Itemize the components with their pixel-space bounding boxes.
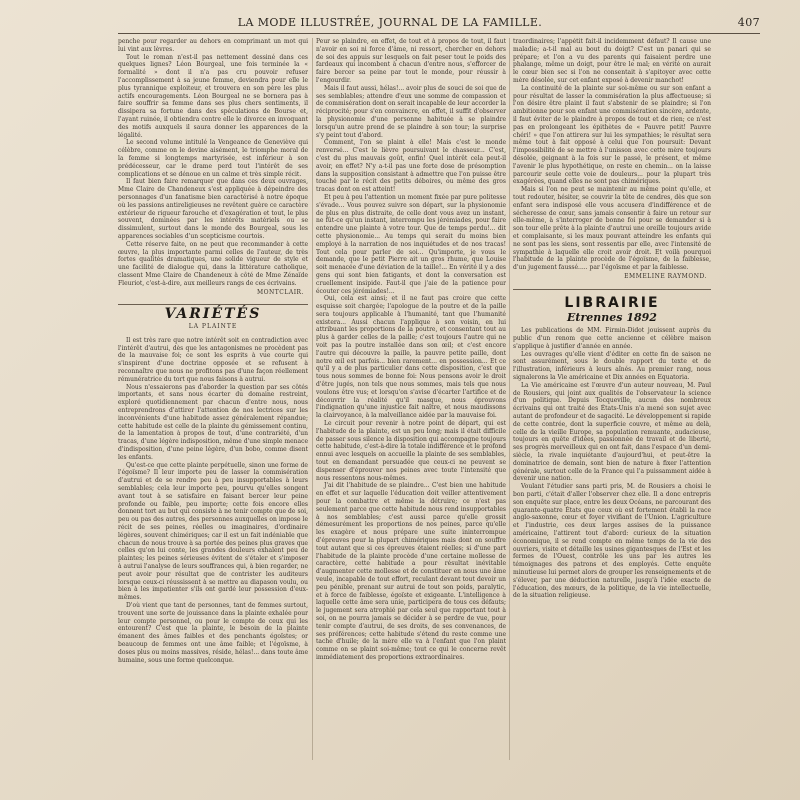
- column-2: [316, 38, 506, 760]
- paragraph: traordinaires; l'appétit fait-il incidemment défaut? Il cause une maladie; a-t-il mal au bout du doigt? C'est un panari qui se prépare; et l'on a vu des parents qui faisaient perdre une phalange, même un doigt, pour être le mal; en vérité on aurait le cœur bien sec si l'on ne consentait à s'apitoyer avec cette mère désolée, sur cet enfant exposé à devenir manchot!: [513, 38, 711, 84]
- section-rule: [513, 289, 711, 290]
- header-rule: [118, 33, 760, 34]
- paragraph: Nous n'essaierons pas d'aborder la question par ses côtés importants, et sans nous écarter du domaine restreint, exploré quotidiennement par chacun d'entre nous, nous entreprendrons d'attirer l'attention de nos lectrices sur les inconvénients d'une habitude assez généralement répandue; cette habitude est celle de la plainte du gémissement continu, de la lamentation à propos de tout, d'une contrariété, d'un tracas, d'une légère indisposition, même d'une simple menace d'indisposition, d'une peine légère, d'un bobo, comme disent les enfants.: [118, 383, 308, 461]
- paragraph: Comment, l'on se plaint à elle! Mais c'est le monde renversé... C'est le lièvre poursuivant le chasseur... C'est, c'est du plus mauvais goût, enfin! Quel intérêt cela peut-il avoir, en effet? N'y a-t-il pas une forte dose de présomption dans la supposition consistant à admettre que l'on puisse être touché par le récit des petits déboires, ou même des gros tracas dont on est atteint!: [316, 139, 506, 194]
- paragraph: Peur se plaindre, en effet, de tout et à propos de tout, il faut n'avoir en soi ni force d'âme, ni ressort, chercher en dehors de soi des appuis sur lesquels on fait peser tout le poids des fardeaux qui incombent à chacun d'entre nous, s'efforcer de faire bercer sa peine par tout le monde, pour réussir à l'engourdir.: [316, 38, 506, 84]
- column-divider-1: [312, 38, 313, 760]
- paragraph: J'ai dit l'habitude de se plaindre... C'est bien une habitude en effet et sur laquelle l'éducation doit veiller attentivement pour la combattre et même la détruire; ce n'est pas seulement parce que cette habitude nous rend insupportables à nos semblables; c'est aussi parce qu'elle grossit démesurément les proportions de nos peines, parce qu'elle les exagère et nous prépare une suite ininterrompue d'épreuves pour la plupart chimériques mais dont on souffre tout autant que si ces épreuves étaient réelles; si d'une part l'habitude de la plainte procède d'une certaine mollesse de caractère, cette habitude a pour résultat inévitable d'augmenter cette mollesse et de constituer en nous une âme veule, incapable de tout effort, reculant devant tout devoir un peu pénible, prenant sur autrui de tout son poids, paralytic, et à force de faiblesse, égoïste et exigeante. L'intelligence à laquelle cette âme sera unie, participera de tous ces défauts; le jugement sera atrophié par cela seul que rapportant tout à soi, on ne pourra jamais se décider à se perdre de vue, pour tenir compte d'autrui, de ses droits, de ses convenances, de ses préférences; cette habitude s'étend du reste comme une tache d'huile; de la mère elle va à l'enfant que l'on plaint comme on se plaint soi-même; tout ce qui le concerne revêt immédiatement des proportions extraordinaires.: [316, 482, 506, 661]
- paragraph: D'où vient que tant de personnes, tant de femmes surtout, trouvent une sorte de jouissance dans la plainte exhalée pour leur compte personnel, ou pour le compte de ceux qui les entourent? C'est que la plainte, le besoin de la plainte émanent des âmes faibles et des penchants égoïstes; or beaucoup de femmes ont une âme faible; et l'égoïsme, à doses plus ou moins massives, réside, hélas!... dans toute âme humaine, sous une forme quelconque.: [118, 601, 308, 664]
- paragraph: Oui, cela est ainsi; et il ne faut pas croire que cette esquisse soit chargée; l'apologue de la poutre et de la paille sera toujours applicable à l'humanité, tant que l'humanité existera... Aussi chacun l'applique à son voisin, en lui attribuant les proportions de la poutre, et consentant tout au plus à garder celles de la paille; c'est toujours l'autre qui ne voit pas la poutre installée dans son œil; et c'est encore l'autre qui découvre la paille, la pauvre petite paille, dont notre œil est parfois... bien rarement... en possession... Et ce qu'il y a de plus particulier dans cette disposition, c'est que tous nous sommes de bonne foi: Nous pensons avoir le droit d'être jugés, non tels que nous sommes, mais tels que nous voulons être vus; et lorsqu'on s'avise d'écarter l'artifice et de découvrir la réalité qu'il masque, nous éprouvons l'indignation qu'une injustice fait naître, et nous maudissons la clairvoyance, à la malveillance aidée par la mauvaise foi.: [316, 295, 506, 420]
- paragraph: Les ouvrages qu'elle vient d'éditer en cette fin de saison ne sont assurément, sous le double rapport du texte et de l'illustration, inférieurs à leurs aînés. Au premier rang, nous signalerons la Vie américaine et Dix années en Equatoria.: [513, 350, 711, 382]
- column-1: [118, 38, 308, 760]
- signature-raymond: EMMELINE RAYMOND.: [624, 272, 707, 280]
- column-divider-2: [509, 38, 510, 760]
- section-title-librairie: LIBRAIRIE: [564, 294, 660, 311]
- paragraph: Voulant l'étudier sans parti pris, M. de Rousiers a choisi le bon parti, c'était d'aller l'observer chez elle. Il a donc entrepris son enquête sur place, entre les deux Océans, ne parcourant des quarante-quatre États que ceux où est fortement établi la race anglo-saxonne, cœur et foyer vivifiant de l'Union. L'agriculture et l'industrie, ces deux larges assises de la puissance américaine, l'attirent tout d'abord: curieux de la situation économique, il se rend compte en même temps de la vie des ouvriers, visite et détaille les usines gigantesques de l'Est et les fermes de l'Ouest, contrôle les uns par les autres les témoignages des patrons et des employés. Cette enquête minutieuse lui permet alors de grouper les renseignements et de s'élever, par une déduction naturelle, jusqu'à l'idée exacte de l'éducation, des mœurs, de la politique, de la vie intellectuelle, de la situation religieuse.: [513, 483, 711, 600]
- paragraph: Les publications de MM. Firmin-Didot jouissent auprès du public d'un renom que cette ancienne et célèbre maison s'applique à justifier d'année en année.: [513, 327, 711, 350]
- section-title-varietes: VARIÉTÉS: [164, 306, 262, 323]
- page-header: [60, 16, 760, 32]
- paragraph: penche pour regarder au dehors en comprimant un mot qui lui vint aux lèvres.: [118, 38, 308, 53]
- column-3: [513, 38, 711, 760]
- paragraph: La Vie américaine est l'œuvre d'un auteur nouveau, M. Paul de Rousiers, qui joint aux qualités de l'observateur la science d'un politique. Depuis Tocqueville, aucun des nombreux écrivains qui ont traité des États-Unis n'a mené son sujet avec autant de profondeur et de sagacité. Le développement si rapide de cette contrée, dont la superficie couvre, et même au delà, celle de la vieille Europe, sa population remuante, audacieuse, toujours en quête d'idées, passionnée de travail et de liberté, ses progrès merveilleux qui en ont fait, dans l'espace d'un demi-siècle, la rivale inquiétante d'aujourd'hui, et peut-être la dominatrice de demain, sont bien de nature à fixer l'attention générale, surtout celle de la France qui l'a puissamment aidée à devenir une nation.: [513, 381, 711, 483]
- paragraph: Le second volume intitulé la Vengeance de Geneviève qui célèbre, comme on le devine aisément, le triomphe moral de la femme si longtemps martyrisée, est inférieur à son prédécesseur, car le drame perd tout l'intérêt de ses complications et se dénoue en un calme et très simple récit.: [118, 139, 308, 178]
- paragraph: La continuité de la plainte sur soi-même ou sur son enfant a pour résultat de lasser la commisération la plus affectueuse; si l'on désire être plaint il faut s'abstenir de se plaindre; si l'on ambitionne pour son enfant une commisération sincère, ardente, il faut éviter de le plaindre à propos de tout et de rien; ce n'est pas en prolongeant les épithètes de « Pauvre petit! Pauvre chéri! » que l'on attirera sur lui les sympathies; le résultat sera même tout à fait opposé à celui que l'on poursuit: Devant l'impossibilité de se mettre à l'unisson avec cette mère toujours désolée, geignant à la fois sur le passé, le présent, et même l'avenir le plus hypothétique, on reste en chemin... on la laisse parcourir seule cette voie de douleurs... pour la plupart très exagérées, quand elles ne sont pas chimériques.: [513, 84, 711, 186]
- paragraph: Cette réserve faite, on ne peut que recommander à cette œuvre, la plus importante parmi celles de l'auteur, de très fortes qualités dramatiques, une solide vigueur de style et une facilité de dialogue qui, dans la littérature catholique, classent Mme Claire de Chandeneux à côté de Mme Zénaïde Fleuriot, c'est-à-dire, aux meilleurs rangs de ces écrivains.: [118, 240, 308, 287]
- paragraph: Le circuit pour revenir à notre point de départ, qui est l'habitude de la plainte, est un peu long; mais il était difficile de passer sous silence la disposition qui accompagne toujours cette habitude, c'est-à-dire la totale indifférence et le profond ennui avec lesquels on accueille la plainte de ses semblables, tout en demandant persuadée que ceux-ci ne peuvent se dispenser d'éprouver nos peines avec toute l'intensité que nous ressentons nous-mêmes.: [316, 420, 506, 482]
- paragraph: Tout le roman n'est-il pas nettement dessiné dans ces quelques lignes? Léon Bourgeal, une fois terminée la « formalité » dont il n'a pas cru pouvoir refuser l'accomplissement à sa jeune femme, deviendra pour elle le plus tyrannique exploiteur, et trouvera en son père les plus actifs encouragements. Léon Bourgeal ne se bornera pas à faire souffrir sa femme dans ses plus chers sentiments, il dissipera sa fortune dans des spéculations de Bourse et, l'ayant ruinée, il obtiendra contre elle le divorce en invoquant des motifs auxquels il saura donner les apparences de la légalité.: [118, 53, 308, 139]
- journal-title: LA MODE ILLUSTRÉE, JOURNAL DE LA FAMILLE.: [237, 16, 543, 29]
- paragraph: Mais si l'on ne peut se maintenir au même point qu'elle, et tout redouter, hésiter, se couvrir la tête de cendres, dès que son enfant sera indisposé elle vous accusera d'indifférence et de sécheresse de cœur, sans jamais consentir à faire un retour sur elle-même, à s'interroger de bonne foi pour se demander si à son tour elle prête à la plainte d'autrui une oreille toujours avide et complaisante, si les maux pouvant atteindre les enfants qui ne sont pas les siens, sont ressentis par elle, avec l'intensité de sympathie à laquelle elle croit avoir droit. Et voilà pourquoi l'habitude de la plainte procède de l'égoïsme, de la faiblesse, d'un jugement faussé..... par l'égoïsme et par la faiblesse.: [513, 186, 711, 272]
- paragraph: Il faut bien faire remarquer que dans ces deux ouvrages, Mme Claire de Chandeneux s'est appliquée à dépeindre des personnages d'un fanatisme bien caractérisé à notre époque où les passions antireligieuses ne revêtent guère ce caractère extérieur de rigueur farouche et d'exagération et tout, le plus souvent, dominées par les intérêts matériels ou se dissimulent, surtout dans le monde des Bourgeal, sous les apparences sociables d'un scepticisme courtois.: [118, 178, 308, 240]
- paragraph: Qu'est-ce que cette plainte perpétuelle, sinon une forme de l'égoïsme? Il leur importe peu de lasser la commisération d'autrui et de se rendre peu à peu insupportables à leurs semblables; cela leur importe peu, pourvu qu'elles songent avant tout à se satisfaire en faisant bercer leur peine profonde ou faible, peu importe; cette fois encore elles donnent tort au but qui consiste à ne tenir compte que de soi, peu ou pas des autres, des personnes auxquelles on impose le récit de ses peines, réelles ou imaginaires, d'ordinaire légères, souvent chimériques; car il est un fait indéniable que chacun de nous trouve à sa portée des peines plus graves que celles qu'on lui conte, les grandes douleurs exhalent peu de plaintes; les peines sérieuses évitent de s'étaler et s'imposer à autrui l'analyse de leurs souffrances qui, à bien regarder, ne peut avoir pour résultat que de contrister les auditeurs lorsque ceux-ci réussissent à se mettre au diapason voulu, ou bien à les impatienter s'ils ont gardé leur possession d'eux-mêmes.: [118, 461, 308, 602]
- page-number: 407: [737, 16, 760, 29]
- paragraph: Mais il faut aussi, hélas!... avoir plus de souci de soi que de ses semblables; attendre d'eux une somme de compassion et de commisération dont on serait incapable de leur accorder la réciprocité; pour s'en convaincre, en effet, il suffit d'observer la physionomie d'une personne habituée à se plaindre lorsqu'un autre prend de se plaindre à son tour; la surprise s'y peint tout d'abord.: [316, 84, 506, 139]
- paragraph: Il est très rare que notre intérêt soit en contradiction avec l'intérêt d'autrui, dès que les antagonismes ne procèdent pas de la mauvaise foi; ce sont les esprits à vue courte qui s'inspirent d'une doctrine opposée et se refusent à reconnaître que nous ne profitons pas d'une façon réellement rémunératrice du tort que nous faisons à autrui.: [118, 336, 308, 383]
- signature-montclair: MONTCLAIR.: [256, 288, 304, 296]
- section-subtitle-etrennes: Etrennes 1892: [567, 310, 657, 324]
- paragraph: Et peu à peu l'attention un moment fixée par pure politesse s'évade... Vous pouvez suivre son départ, sur la physionomie de plus en plus distraite, de celle dont vous avez un instant, ne fût-ce qu'un instant, interrompu les jérémiades, pour faire entendre une plainte à votre tour. Que de temps perdu!... dit cette physionomie... Au temps qui serait du moins bien employé à la narration de nos inquiétudes et de nos tracas! Tout cela pour parler de soi... Qu'importe, je vous le demande, que le petit Pierre ait un gros rhume, que Louise soit menacée d'une déviation de la taille!... En vérité il y a des gens qui sont bien fatigants, et dont la conversation est cruellement insipide. Faut-il que j'aie de la patience pour écouter ces jérémiades!...: [316, 193, 506, 295]
- section-subtitle-plainte: LA PLAINTE: [188, 323, 238, 331]
